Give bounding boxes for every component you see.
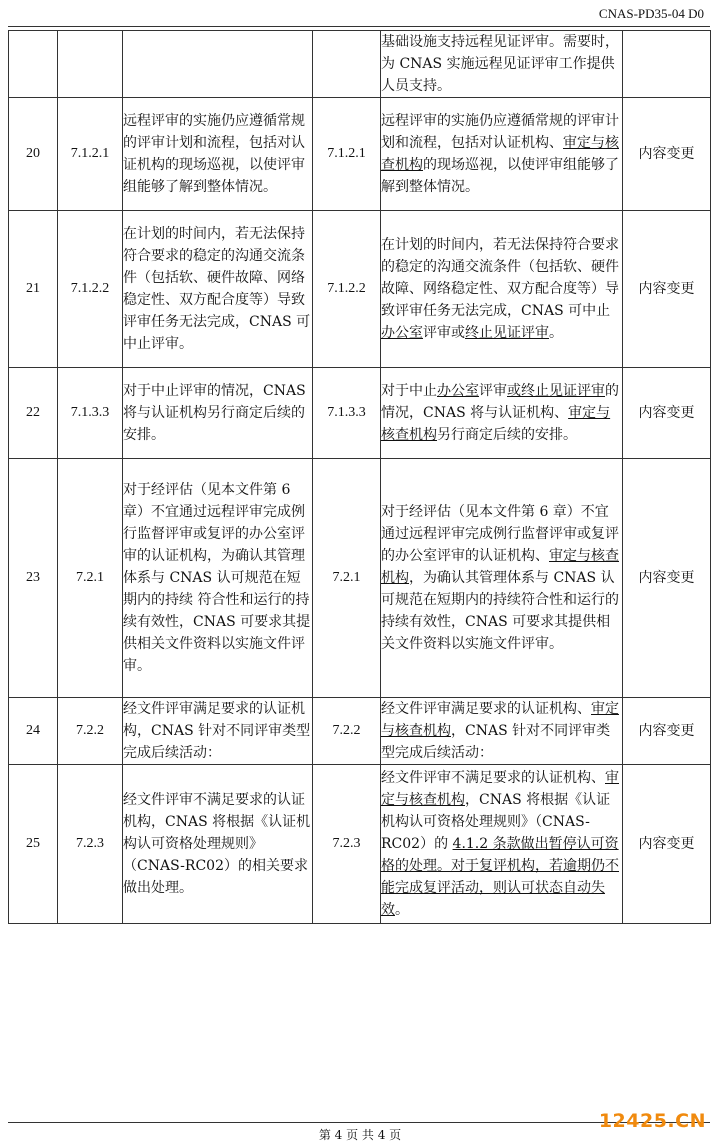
- text-segment: 经文件评审满足要求的认证机构、: [381, 701, 591, 717]
- underlined-change-segment: 或终止见证评审: [507, 383, 605, 399]
- underlined-change-segment: 审定与核查机构: [381, 548, 619, 586]
- original-text-cell: [123, 31, 313, 98]
- text-segment: 。: [395, 902, 409, 918]
- underlined-change-segment: 办公室: [381, 325, 423, 341]
- original-text-cell: 远程评审的实施仍应遵循常规的评审计划和流程，包括对认证机构的现场巡视，以使评审组能够了解到整体情况。: [123, 98, 313, 211]
- underlined-change-segment: 审定与核查机构: [381, 701, 619, 739]
- original-clause-cell: 7.2.2: [58, 698, 123, 765]
- revision-table: [8, 30, 711, 924]
- change-type-cell: 内容变更: [623, 459, 711, 698]
- document-code: CNAS-PD35-04 D0: [598, 6, 704, 21]
- row-number-cell: 22: [9, 368, 58, 459]
- original-text-cell: 在计划的时间内，若无法保持符合要求的稳定的沟通交流条件（包括软、硬件故障、网络稳定性、双方配合度等）导致评审任务无法完成，CNAS 可中止评审。: [123, 211, 313, 368]
- change-type-cell: 内容变更: [623, 368, 711, 459]
- table-row: [9, 765, 711, 924]
- underlined-change-segment: 4.1.2 条款做出暂停认可资格的处理。对于复评机构，若逾期仍不能完成复评活动，则认可状态自动失效: [381, 836, 619, 918]
- original-clause-cell: 7.2.3: [58, 765, 123, 924]
- original-clause-cell: 7.2.1: [58, 459, 123, 698]
- underlined-change-segment: 审定与核查机构: [381, 135, 619, 173]
- revised-clause-cell: 7.2.3: [313, 765, 381, 924]
- site-watermark: 12425.CN: [598, 1110, 706, 1132]
- table-row: [9, 211, 711, 368]
- text-segment: ，CNAS 针对不同评审类型完成后续活动：: [381, 723, 611, 761]
- text-segment: 远程评审的实施仍应遵循常规的评审计划和流程，包括对认证机构、: [381, 113, 619, 151]
- row-number-cell: 21: [9, 211, 58, 368]
- text-segment: 基础设施支持远程见证评审。需要时，为 CNAS 实施远程见证评审工作提供人员支持。: [381, 34, 619, 94]
- text-segment: 评审: [479, 383, 507, 399]
- text-segment: ，CNAS 将根据《认证机构认可资格处理规则》（CNAS-RC02）的: [381, 792, 611, 852]
- revised-text-cell: [381, 98, 623, 211]
- row-number-cell: [9, 31, 58, 98]
- text-segment: 评审或: [423, 325, 465, 341]
- underlined-change-segment: 终止见证评审: [465, 325, 549, 341]
- text-segment: 的现场巡视，以使评审组能够了解到整体情况。: [381, 157, 619, 195]
- row-number-cell: 20: [9, 98, 58, 211]
- original-text-cell: 经文件评审不满足要求的认证机构，CNAS 将根据《认证机构认可资格处理规则》（CNAS-RC02）的相关要求做出处理。: [123, 765, 313, 924]
- underlined-change-segment: 审定与核查机构: [381, 770, 619, 808]
- original-clause-cell: 7.1.3.3: [58, 368, 123, 459]
- text-segment: 对于经评估（见本文件第 6 章）不宜通过远程评审完成例行监督评审或复评的办公室评审的认证机构、: [381, 504, 619, 564]
- table-row: [9, 98, 711, 211]
- row-number-cell: 25: [9, 765, 58, 924]
- revised-text-cell: [381, 31, 623, 98]
- text-segment: 另行商定后续的安排。: [437, 427, 577, 443]
- original-clause-cell: [58, 31, 123, 98]
- change-type-cell: 内容变更: [623, 765, 711, 924]
- revised-clause-cell: 7.2.2: [313, 698, 381, 765]
- original-text-cell: 经文件评审满足要求的认证机构，CNAS 针对不同评审类型完成后续活动：: [123, 698, 313, 765]
- row-number-cell: 23: [9, 459, 58, 698]
- revised-text-cell: [381, 459, 623, 698]
- text-segment: 经文件评审不满足要求的认证机构、: [381, 770, 605, 786]
- table-row: [9, 459, 711, 698]
- text-segment: 在计划的时间内，若无法保持符合要求的稳定的沟通交流条件（包括软、硬件故障、网络稳定性、双方配合度等）导致评审任务无法完成，CNAS 可中止: [381, 237, 619, 319]
- header-divider: [8, 26, 710, 27]
- table-row: [9, 368, 711, 459]
- text-segment: 的情况，CNAS 将与认证机构、: [381, 383, 619, 421]
- change-type-cell: [623, 31, 711, 98]
- underlined-change-segment: 审定与核查机构: [381, 405, 611, 443]
- row-number-cell: 24: [9, 698, 58, 765]
- table-row: [9, 31, 711, 98]
- revised-clause-cell: 7.2.1: [313, 459, 381, 698]
- revised-clause-cell: 7.1.2.1: [313, 98, 381, 211]
- text-segment: 。: [549, 325, 563, 341]
- revised-text-cell: [381, 211, 623, 368]
- revised-clause-cell: [313, 31, 381, 98]
- table-row: [9, 698, 711, 765]
- change-type-cell: 内容变更: [623, 211, 711, 368]
- original-clause-cell: 7.1.2.1: [58, 98, 123, 211]
- text-segment: ，为确认其管理体系与 CNAS 认可规范在短期内的持续符合性和运行的持续有效性，CNAS 可要求其提供相关文件资料以实施文件评审。: [381, 570, 619, 652]
- change-type-cell: 内容变更: [623, 98, 711, 211]
- underlined-change-segment: 办公室: [437, 383, 479, 399]
- change-type-cell: 内容变更: [623, 698, 711, 765]
- original-text-cell: 对于中止评审的情况，CNAS 将与认证机构另行商定后续的安排。: [123, 368, 313, 459]
- original-clause-cell: 7.1.2.2: [58, 211, 123, 368]
- original-text-cell: 对于经评估（见本文件第 6 章）不宜通过远程评审完成例行监督评审或复评的办公室评审的认证机构，为确认其管理体系与 CNAS 认可规范在短期内的持续 符合性和运行的持续有效性，CNAS 可要求其提供相关文件资料以实施文件评审。: [123, 459, 313, 698]
- text-segment: 对于中止: [381, 383, 437, 399]
- revised-text-cell: [381, 368, 623, 459]
- revised-text-cell: [381, 698, 623, 765]
- revised-clause-cell: 7.1.2.2: [313, 211, 381, 368]
- revised-clause-cell: 7.1.3.3: [313, 368, 381, 459]
- page-number: 第 4 页 共 4 页: [318, 1128, 402, 1142]
- revised-text-cell: [381, 765, 623, 924]
